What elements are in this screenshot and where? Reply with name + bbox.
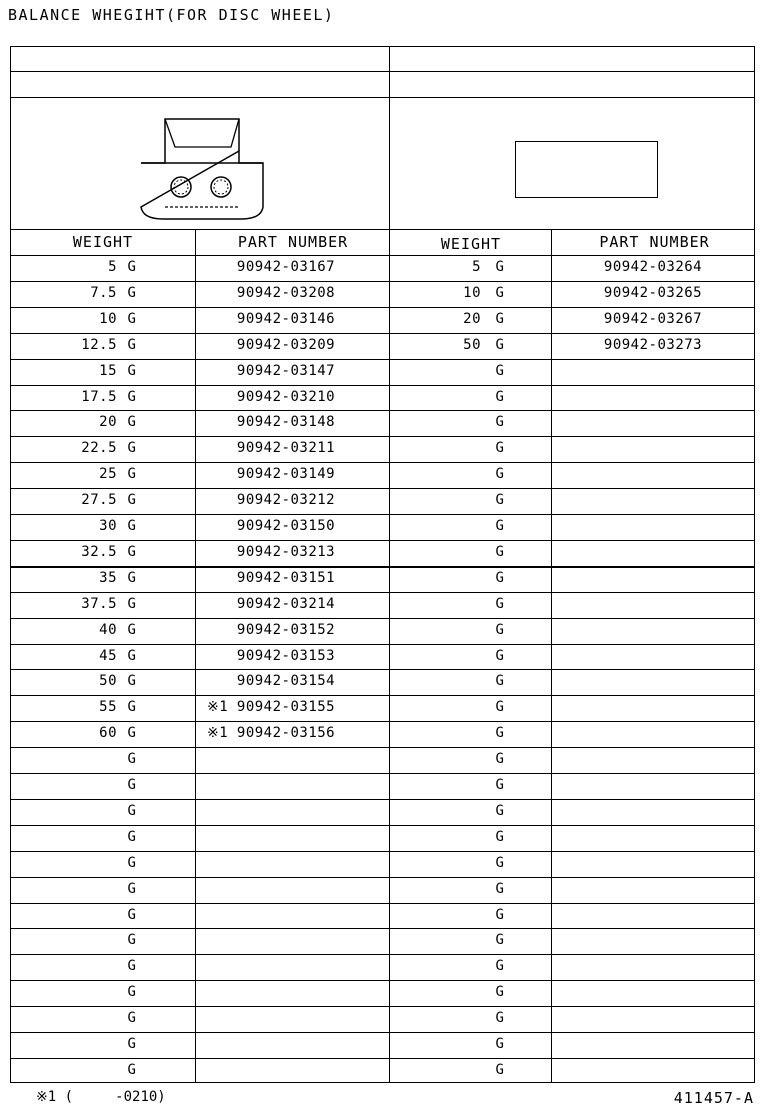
- table-row-divider: [11, 799, 754, 800]
- header-divider: [11, 97, 754, 98]
- table-row-divider: [11, 385, 754, 386]
- left-part-number: 90942-03150: [236, 518, 336, 534]
- right-weight-unit: G: [495, 958, 505, 975]
- left-weight-value: 20: [99, 414, 117, 431]
- left-weight-header: WEIGHT: [72, 233, 134, 251]
- left-weight-value: 15: [99, 362, 117, 379]
- right-weight-unit: G: [495, 336, 505, 353]
- right-weight-unit: G: [495, 595, 505, 612]
- left-weight-value: 32.5: [81, 543, 117, 560]
- illustration-divider: [11, 229, 754, 230]
- left-part-number: 90942-03210: [236, 388, 336, 405]
- left-weight-unit: G: [127, 440, 137, 457]
- right-weight-unit: G: [495, 1036, 505, 1052]
- left-weight-unit: G: [127, 932, 137, 949]
- left-part-number: 90942-03214: [236, 595, 336, 612]
- table-row-divider: [11, 877, 754, 878]
- right-weight-unit: G: [495, 440, 505, 457]
- table-row-divider: [11, 592, 754, 593]
- left-weight-unit: G: [127, 777, 137, 793]
- left-weight-unit: G: [127, 802, 137, 819]
- left-weight-value: 50: [99, 673, 117, 690]
- right-weight-header: WEIGHT: [440, 235, 502, 253]
- right-weight-unit: G: [495, 1010, 505, 1027]
- right-weight-unit: G: [495, 621, 505, 638]
- right-weight-unit: G: [495, 466, 505, 483]
- right-weight-unit: G: [495, 932, 505, 949]
- table-row-divider: [11, 825, 754, 826]
- left-weight-value: 37.5: [81, 595, 117, 612]
- right-part-number: 90942-03267: [603, 310, 703, 327]
- right-weight-unit: G: [495, 492, 505, 509]
- left-weight-unit: G: [127, 958, 137, 975]
- right-weight-unit: G: [495, 362, 505, 379]
- left-part-number: 90942-03212: [236, 492, 336, 509]
- right-weight-unit: G: [495, 259, 505, 275]
- left-weight-unit: G: [127, 388, 137, 405]
- table-row-divider: [11, 669, 754, 670]
- right-weight-unit: G: [495, 1061, 505, 1078]
- left-weight-value: 60: [99, 725, 117, 742]
- right-weight-unit: G: [495, 854, 505, 871]
- left-weight-unit: G: [127, 259, 137, 275]
- table-row-divider: [11, 410, 754, 411]
- left-weight-value: 17.5: [81, 388, 117, 405]
- right-weight-value: 50: [463, 336, 481, 353]
- left-weight-unit: G: [127, 336, 137, 353]
- left-weight-value: 25: [99, 466, 117, 483]
- left-part-number: 90942-03155: [236, 699, 336, 716]
- left-weight-unit: G: [127, 906, 137, 923]
- left-weight-unit: G: [127, 984, 137, 1001]
- left-weight-value: 27.5: [81, 492, 117, 509]
- left-weight-unit: G: [127, 1036, 137, 1052]
- left-part-number: 90942-03152: [236, 621, 336, 638]
- left-weight-unit: G: [127, 466, 137, 483]
- left-part-number: 90942-03211: [236, 440, 336, 457]
- table-row-divider: [11, 928, 754, 929]
- left-weight-unit: G: [127, 1061, 137, 1078]
- left-weight-unit: G: [127, 751, 137, 768]
- left-weight-value: 12.5: [81, 336, 117, 353]
- table-row-divider: [11, 359, 754, 360]
- table-row-divider: [11, 695, 754, 696]
- left-weight-unit: G: [127, 673, 137, 690]
- left-weight-unit: G: [127, 362, 137, 379]
- left-weight-unit: G: [127, 492, 137, 509]
- left-weight-unit: G: [127, 310, 137, 327]
- table-row-divider: [11, 566, 754, 568]
- left-part-number: 90942-03146: [236, 310, 336, 327]
- right-weight-unit: G: [495, 569, 505, 586]
- left-weight-unit: G: [127, 880, 137, 897]
- right-part-number: 90942-03265: [603, 284, 703, 301]
- adhesive-weight-illustration: [515, 141, 658, 198]
- right-weight-value: 5: [472, 259, 481, 275]
- table-row-divider: [11, 1058, 754, 1059]
- left-part-number: 90942-03149: [236, 466, 336, 483]
- table-row-divider: [11, 618, 754, 619]
- table-row-divider: [11, 773, 754, 774]
- table-row-divider: [11, 307, 754, 308]
- table-row-divider: [11, 721, 754, 722]
- right-weight-unit: G: [495, 906, 505, 923]
- left-weight-value: 45: [99, 647, 117, 664]
- left-weight-value: 10: [99, 310, 117, 327]
- left-weight-unit: G: [127, 854, 137, 871]
- table-row-divider: [11, 903, 754, 904]
- table-row-divider: [11, 954, 754, 955]
- right-weight-unit: G: [495, 388, 505, 405]
- left-weight-unit: G: [127, 284, 137, 301]
- clip-on-weight-illustration: [135, 115, 271, 225]
- left-weight-unit: G: [127, 414, 137, 431]
- table-row-divider: [11, 644, 754, 645]
- left-weight-unit: G: [127, 725, 137, 742]
- left-part-number: 90942-03154: [236, 673, 336, 690]
- right-weight-unit: G: [495, 543, 505, 560]
- right-weight-unit: G: [495, 647, 505, 664]
- table-row-divider: [11, 747, 754, 748]
- header-divider: [11, 71, 754, 72]
- right-weight-unit: G: [495, 414, 505, 431]
- right-weight-unit: G: [495, 984, 505, 1001]
- left-weight-unit: G: [127, 595, 137, 612]
- left-weight-unit: G: [127, 828, 137, 845]
- table-row-divider: [11, 1032, 754, 1033]
- left-part-number: 90942-03156: [236, 725, 336, 742]
- right-weight-unit: G: [495, 699, 505, 716]
- table-row-divider: [11, 980, 754, 981]
- table-row-divider: [11, 436, 754, 437]
- right-weight-unit: G: [495, 284, 505, 301]
- left-footnote-mark: ※1: [207, 725, 229, 742]
- left-part-number: 90942-03209: [236, 336, 336, 353]
- table-row-divider: [11, 1006, 754, 1007]
- left-part-number: 90942-03213: [236, 543, 336, 560]
- page-title: BALANCE WHEGIHT(FOR DISC WHEEL): [8, 6, 335, 24]
- table-row-divider: [11, 851, 754, 852]
- right-weight-unit: G: [495, 310, 505, 327]
- left-weight-unit: G: [127, 647, 137, 664]
- left-part-number: 90942-03151: [236, 569, 336, 586]
- right-weight-value: 10: [463, 284, 481, 301]
- right-weight-unit: G: [495, 880, 505, 897]
- left-weight-unit: G: [127, 1010, 137, 1027]
- right-weight-value: 20: [463, 310, 481, 327]
- right-weight-unit: G: [495, 802, 505, 819]
- left-weight-value: 30: [99, 518, 117, 534]
- table-row-divider: [11, 281, 754, 282]
- left-weight-unit: G: [127, 699, 137, 716]
- right-weight-unit: G: [495, 518, 505, 534]
- right-weight-unit: G: [495, 751, 505, 768]
- left-part-number-header: PART NUMBER: [237, 233, 349, 251]
- left-weight-value: 5: [108, 259, 117, 275]
- center-divider: [389, 47, 390, 1082]
- left-weight-value: 35: [99, 569, 117, 586]
- left-weight-unit: G: [127, 621, 137, 638]
- left-weight-value: 40: [99, 621, 117, 638]
- left-part-number: 90942-03148: [236, 414, 336, 431]
- left-part-number: 90942-03167: [236, 259, 336, 275]
- balance-weight-sheet: [10, 46, 755, 1083]
- right-weight-unit: G: [495, 673, 505, 690]
- left-weight-unit: G: [127, 543, 137, 560]
- right-weight-unit: G: [495, 725, 505, 742]
- left-weight-value: 22.5: [81, 440, 117, 457]
- drawing-code: 411457-A: [673, 1089, 754, 1107]
- right-part-number: 90942-03273: [603, 336, 703, 353]
- table-row-divider: [11, 488, 754, 489]
- table-row-divider: [11, 540, 754, 541]
- left-footnote-mark: ※1: [207, 699, 229, 716]
- left-weight-value: 55: [99, 699, 117, 716]
- right-weight-unit: G: [495, 828, 505, 845]
- left-part-number: 90942-03208: [236, 284, 336, 301]
- table-row-divider: [11, 462, 754, 463]
- table-row-divider: [11, 333, 754, 334]
- left-weight-value: 7.5: [90, 284, 117, 301]
- right-part-number-header: PART NUMBER: [599, 233, 710, 251]
- table-row-divider: [11, 514, 754, 515]
- left-part-number: 90942-03153: [236, 647, 336, 664]
- table-row-divider: [11, 255, 754, 256]
- right-weight-unit: G: [495, 777, 505, 793]
- footnote: ※1 ( -0210): [36, 1089, 166, 1105]
- left-part-number: 90942-03147: [236, 362, 336, 379]
- left-weight-unit: G: [127, 569, 137, 586]
- left-weight-unit: G: [127, 518, 137, 534]
- right-part-number: 90942-03264: [603, 259, 703, 275]
